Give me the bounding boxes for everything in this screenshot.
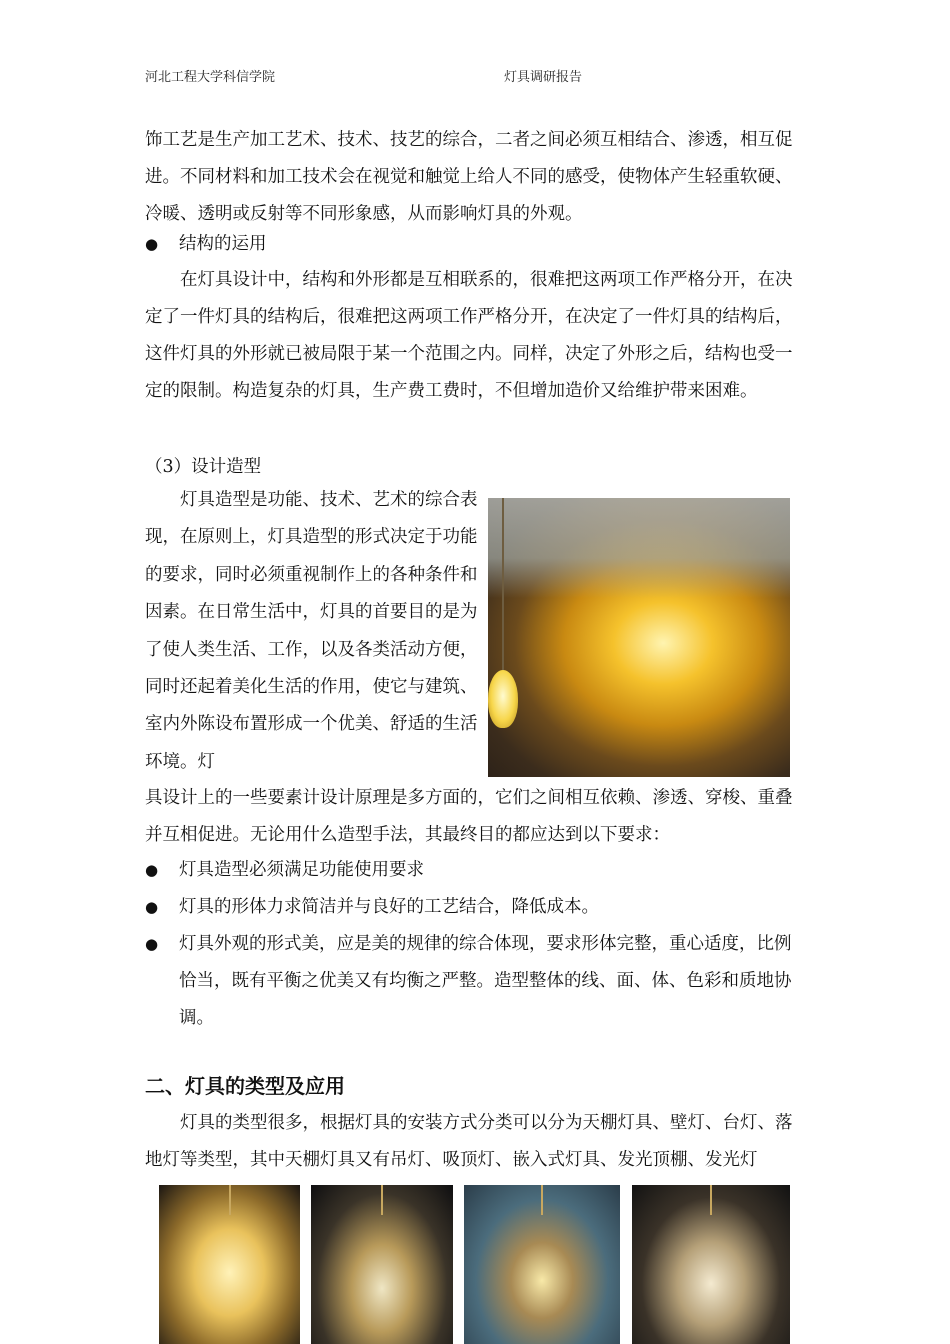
section-title-types: 二、灯具的类型及应用 (145, 1074, 345, 1098)
paragraph-types: 灯具的类型很多，根据灯具的安装方式分类可以分为天棚灯具、壁灯、台灯、落地灯等类型，其中天棚灯具又有吊灯、吸顶灯、嵌入式灯具、发光顶棚、发光灯 (145, 1113, 793, 1170)
photo-pendant-cord (502, 498, 504, 670)
bullet-dot: ● (145, 935, 159, 953)
bullet-structure-label: 结构的运用 (179, 234, 267, 254)
photo-stem (229, 1185, 231, 1215)
list-item-text: 灯具的形体力求简洁并与良好的工艺结合，降低成本。 (179, 897, 599, 917)
paragraph-craft: 饰工艺是生产加工艺术、技术、技艺的综合，二者之间必须互相结合、渗透，相互促进。不同材料和加工技术会在视觉和触觉上给人不同的感受，使物体产生轻重软硬、冷暖、透明或反射等不同形象感，从而影响灯具的外观。 (145, 130, 793, 224)
paragraph-structure: 在灯具设计中，结构和外形都是互相联系的，很难把这两项工作严格分开，在决定了一件灯具的结构后，很难把这两项工作严格分开，在决定了一件灯具的结构后，这件灯具的外形就已被局限于某一个范围之内。同样，决定了外形之后，结构也受一定的限制。构造复杂的灯具，生产费工费时，不但增加造价又给维护带来困难。 (145, 270, 793, 401)
chandelier-photo-crystal (311, 1185, 453, 1344)
list-item-text: 灯具造型必须满足功能使用要求 (179, 860, 424, 880)
lamp-photo (488, 498, 790, 777)
photo-pendant-bulb (488, 670, 518, 728)
list-item (145, 926, 807, 1037)
photo-stem (541, 1185, 543, 1215)
bullet-structure (145, 226, 267, 263)
subheading-design-form: （3）设计造型 (145, 457, 262, 477)
chandelier-photo-butterfly (464, 1185, 620, 1344)
bullet-dot: ● (145, 235, 159, 253)
photo-stem (710, 1185, 712, 1215)
header-school: 河北工程大学科信学院 (145, 70, 276, 85)
list-item-text: 灯具外观的形式美，应是美的规律的综合体现，要求形体完整，重心适度，比例恰当，既有平衡之优美又有均衡之严整。造型整体的线、面、体、色彩和质地协调。 (179, 934, 792, 1028)
bullet-dot: ● (145, 861, 159, 879)
photo-background-window (488, 498, 790, 598)
chandelier-photo-gold (159, 1185, 300, 1344)
bullet-dot: ● (145, 898, 159, 916)
photo-stem (381, 1185, 383, 1215)
paragraph-design-form: 灯具造型是功能、技术、艺术的综合表现，在原则上，灯具造型的形式决定于功能的要求，同时必须重视制作上的各种条件和因素。在日常生活中，灯具的首要目的是为了使人类生活、工作，以及各类活动方便，同时还起着美化生活的作用，使它与建筑、室内外陈设布置形成一个优美、舒适的生活环境。灯 (145, 490, 478, 772)
chandelier-photo-tiered (632, 1185, 790, 1344)
list-item (145, 889, 807, 926)
list-item (145, 852, 807, 889)
paragraph-design-principles: 具设计上的一些要素计设计原理是多方面的，它们之间相互依赖、渗透、穿梭、重叠并互相促进。无论用什么造型手法，其最终目的都应达到以下要求： (145, 788, 793, 845)
requirements-list (145, 852, 807, 1037)
header-report-title: 灯具调研报告 (504, 70, 583, 85)
